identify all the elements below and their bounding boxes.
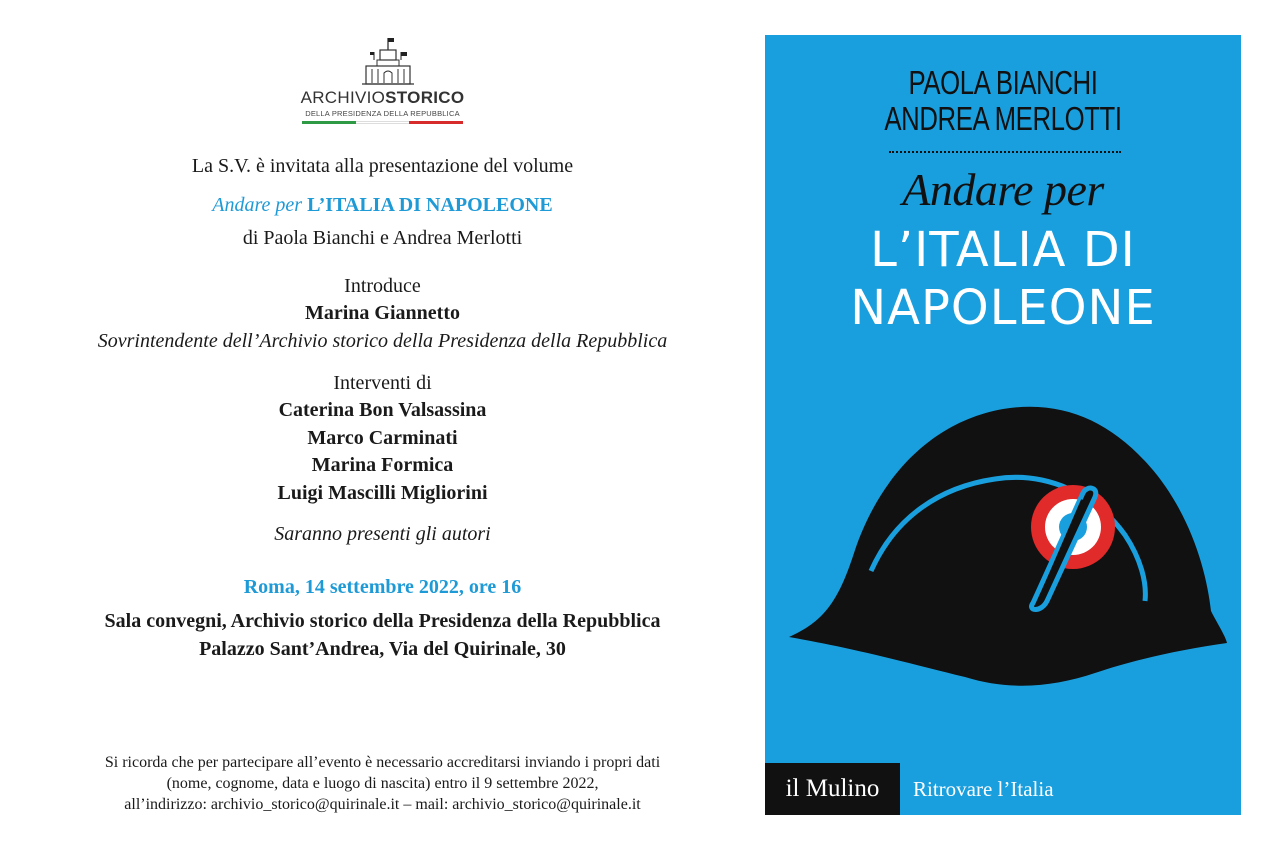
authors-line: di Paola Bianchi e Andrea Merlotti bbox=[242, 227, 523, 249]
speaker-name: Marina Formica bbox=[311, 454, 454, 476]
cover-title-line: L’ITALIA DI bbox=[870, 222, 1136, 278]
book-title-line bbox=[0, 192, 765, 219]
intro-line: La S.V. è invitata alla presentazione del volume bbox=[191, 155, 574, 177]
introducer-role: Sovrintendente dell’Archivio storico della Presidenza della Repubblica bbox=[97, 330, 668, 352]
introducer-name: Marina Giannetto bbox=[305, 302, 460, 324]
venue-address: Palazzo Sant’Andrea, Via del Quirinale, 30 bbox=[199, 638, 566, 660]
publisher-logo: il Mulino bbox=[765, 763, 900, 815]
cover-footer bbox=[765, 763, 1241, 815]
logo-subtitle: DELLA PRESIDENZA DELLA REPUBBLICA bbox=[305, 109, 460, 118]
cover-author: PAOLA BIANCHI bbox=[908, 64, 1098, 101]
speaker-name: Luigi Mascilli Migliorini bbox=[277, 482, 488, 504]
speaker-name: Caterina Bon Valsassina bbox=[278, 399, 487, 421]
cover-authors bbox=[817, 65, 1188, 137]
registration-note-line: all’indirizzo: archivio_storico@quirinale.it – mail: archivio_storico@quirinale.it bbox=[124, 796, 641, 813]
archivio-storico-logo bbox=[300, 36, 465, 126]
cover-title bbox=[765, 221, 1241, 337]
registration-note-line: (nome, cognome, data e luogo di nascita) entro il 9 settembre 2022, bbox=[166, 775, 599, 792]
tricolor-line bbox=[302, 121, 463, 124]
bicorne-hat-icon bbox=[765, 375, 1241, 705]
dotted-divider bbox=[889, 151, 1121, 153]
cover-subtitle: Andare per bbox=[902, 164, 1104, 215]
authors-present: Saranno presenti gli autori bbox=[274, 523, 491, 545]
speakers-label: Interventi di bbox=[333, 372, 432, 394]
speaker-name: Marco Carminati bbox=[307, 427, 458, 449]
venue-line: Sala convegni, Archivio storico della Presidenza della Repubblica bbox=[104, 610, 661, 632]
quirinale-palace-icon bbox=[300, 36, 465, 88]
cover-title-line: NAPOLEONE bbox=[850, 280, 1156, 336]
series-name: Ritrovare l’Italia bbox=[913, 777, 1054, 801]
introduce-label: Introduce bbox=[344, 275, 421, 297]
logo-wordmark: ARCHIVIOSTORICO bbox=[300, 88, 465, 107]
book-title-bold: L’ITALIA DI NAPOLEONE bbox=[307, 194, 553, 216]
event-date: Roma, 14 settembre 2022, ore 16 bbox=[243, 576, 522, 598]
book-title-italic: Andare per bbox=[212, 194, 303, 216]
book-cover bbox=[765, 35, 1241, 815]
registration-note-line: Si ricorda che per partecipare all’evento è necessario accreditarsi inviando i propri dati bbox=[104, 754, 661, 771]
cover-author: ANDREA MERLOTTI bbox=[884, 100, 1122, 137]
